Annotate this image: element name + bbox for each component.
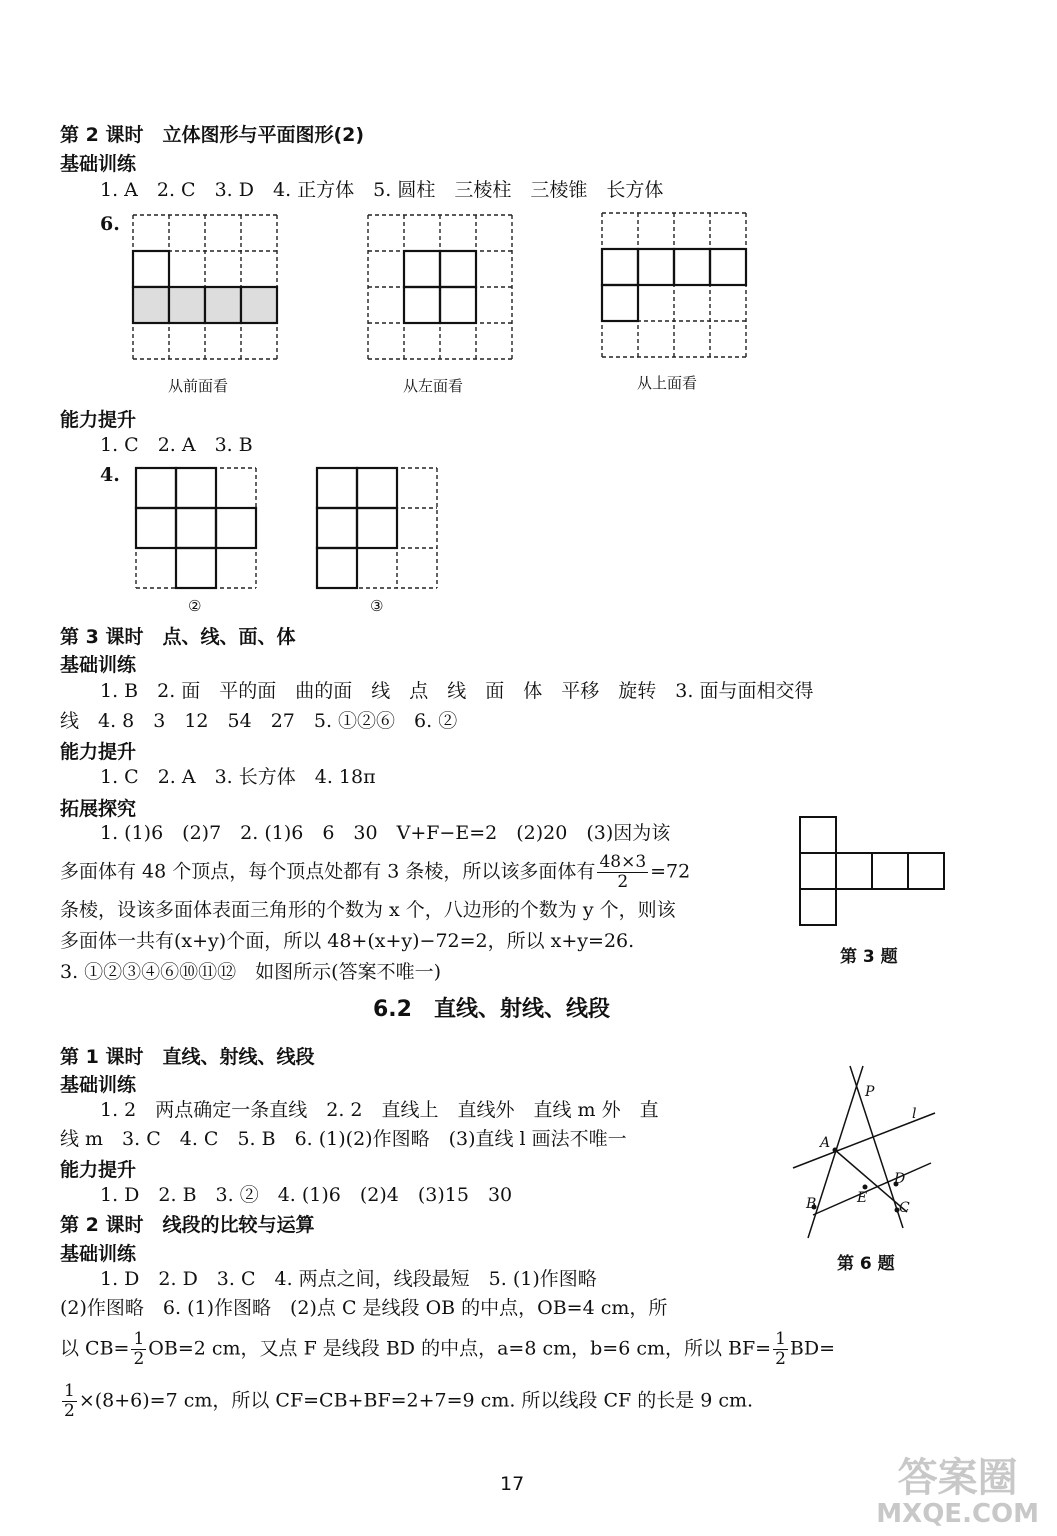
answer-text: 多面体有 48 个顶点，每个顶点处都有 3 条棱，所以该多面体有 [60, 860, 596, 883]
question-number: 4. [100, 464, 120, 486]
section-heading: 基础训练 [60, 654, 137, 676]
fraction [597, 853, 648, 892]
lesson-title: 第 2 课时 立体图形与平面图形(2) [60, 124, 365, 146]
fraction-denominator: 2 [617, 872, 629, 892]
answer-line [60, 1330, 835, 1369]
lesson-title: 第 1 课时 直线、射线、线段 [60, 1046, 315, 1068]
line-label-l: l [912, 1106, 917, 1122]
watermark-text: 答案圈 [897, 1455, 1018, 1501]
answer-text: BD= [789, 1337, 836, 1360]
fraction-numerator: 48×3 [599, 852, 647, 872]
answer-text: ×(8+6)=7 cm，所以 CF=CB+BF=2+7=9 cm. 所以线段 CF 的长是 9 cm. [78, 1389, 754, 1412]
caption-front-view: 从前面看 [168, 377, 229, 395]
answer-line: 多面体一共有(x+y)个面，所以 48+(x+y)−72=2，所以 x+y=26. [60, 930, 635, 952]
point-label-a: A [820, 1135, 831, 1151]
caption-figure-3: ③ [370, 597, 384, 615]
section-heading: 能力提升 [60, 1159, 137, 1181]
question-number: 6. [100, 213, 120, 235]
answer-line: 1. D 2. B 3. ② 4. (1)6 (2)4 (3)15 30 [100, 1184, 513, 1206]
section-heading: 基础训练 [60, 1074, 137, 1096]
lesson-title: 第 3 课时 点、线、面、体 [60, 626, 296, 648]
view-grid-2 [133, 465, 259, 591]
point-label-c: C [899, 1200, 910, 1216]
answer-line: 1. B 2. 面 平的面 曲的面 线 点 线 面 体 平移 旋转 3. 面与面相交得 [100, 680, 814, 702]
section-heading: 拓展探究 [60, 798, 137, 820]
fraction [62, 1382, 77, 1421]
answer-line [60, 1382, 753, 1421]
answer-line: 1. D 2. D 3. C 4. 两点之间，线段最短 5. (1)作图略 [100, 1268, 597, 1290]
section-heading: 能力提升 [60, 409, 137, 431]
answer-text: OB=2 cm，又点 F 是线段 BD 的中点，a=8 cm，b=6 cm，所以 BF= [148, 1337, 772, 1360]
point-label-b: B [806, 1196, 817, 1212]
answer-line: (2)作图略 6. (1)作图略 (2)点 C 是线段 OB 的中点，OB=4 cm，所 [60, 1297, 668, 1319]
answer-text: =72 [650, 860, 691, 883]
fraction [773, 1330, 788, 1369]
page-number: 17 [500, 1473, 525, 1495]
answer-line: 线 m 3. C 4. C 5. B 6. (1)(2)作图略 (3)直线 l 画法不唯一 [60, 1128, 627, 1150]
lines-figure [785, 1060, 955, 1245]
watermark-logo [876, 1456, 1039, 1528]
left-view-grid [365, 212, 517, 364]
figure-caption-q6: 第 6 题 [837, 1254, 895, 1274]
answer-line: 1. A 2. C 3. D 4. 正方体 5. 圆柱 三棱柱 三棱锥 长方体 [100, 179, 664, 201]
fraction-numerator: 1 [133, 1329, 145, 1349]
caption-top-view: 从上面看 [637, 374, 698, 392]
point-label-d: D [894, 1171, 906, 1187]
fraction-numerator: 1 [64, 1381, 75, 1401]
top-view-grid [599, 210, 751, 362]
lesson-title: 第 2 课时 线段的比较与运算 [60, 1214, 315, 1236]
figure-caption-q3: 第 3 题 [840, 947, 898, 967]
section-title: 6.2 直线、射线、线段 [373, 997, 610, 1022]
answer-line: 1. 2 两点确定一条直线 2. 2 直线上 直线外 直线 m 外 直 [100, 1099, 659, 1121]
front-view-grid [130, 212, 282, 364]
fraction-denominator: 2 [64, 1401, 75, 1421]
section-heading: 基础训练 [60, 153, 137, 175]
answer-line: 条棱，设该多面体表面三角形的个数为 x 个，八边形的个数为 y 个，则该 [60, 899, 676, 921]
point-label-e: E [857, 1190, 868, 1206]
answer-line: 1. (1)6 (2)7 2. (1)6 6 30 V+F−E=2 (2)20 (3)因为该 [100, 822, 671, 844]
answer-line: 3. ①②③④⑥⑩⑪⑫ 如图所示(答案不唯一) [60, 961, 441, 983]
view-grid-3 [314, 465, 440, 591]
answer-text: 以 CB= [60, 1337, 130, 1360]
caption-figure-2: ② [188, 597, 202, 615]
section-heading: 基础训练 [60, 1243, 137, 1265]
answer-line: 线 4. 8 3 12 54 27 5. ①②⑥ 6. ② [60, 710, 458, 732]
answer-line: 1. C 2. A 3. 长方体 4. 18π [100, 766, 376, 788]
answer-line: 1. C 2. A 3. B [100, 434, 253, 456]
cube-net-figure [798, 815, 948, 927]
fraction-denominator: 2 [775, 1349, 786, 1369]
answer-line [60, 853, 690, 892]
fraction [131, 1330, 146, 1369]
watermark-url: MXQE.COM [876, 1499, 1039, 1529]
fraction-numerator: 1 [775, 1329, 786, 1349]
fraction-denominator: 2 [133, 1349, 145, 1369]
section-heading: 能力提升 [60, 741, 137, 763]
point-label-p: P [865, 1084, 875, 1100]
caption-left-view: 从左面看 [403, 377, 464, 395]
